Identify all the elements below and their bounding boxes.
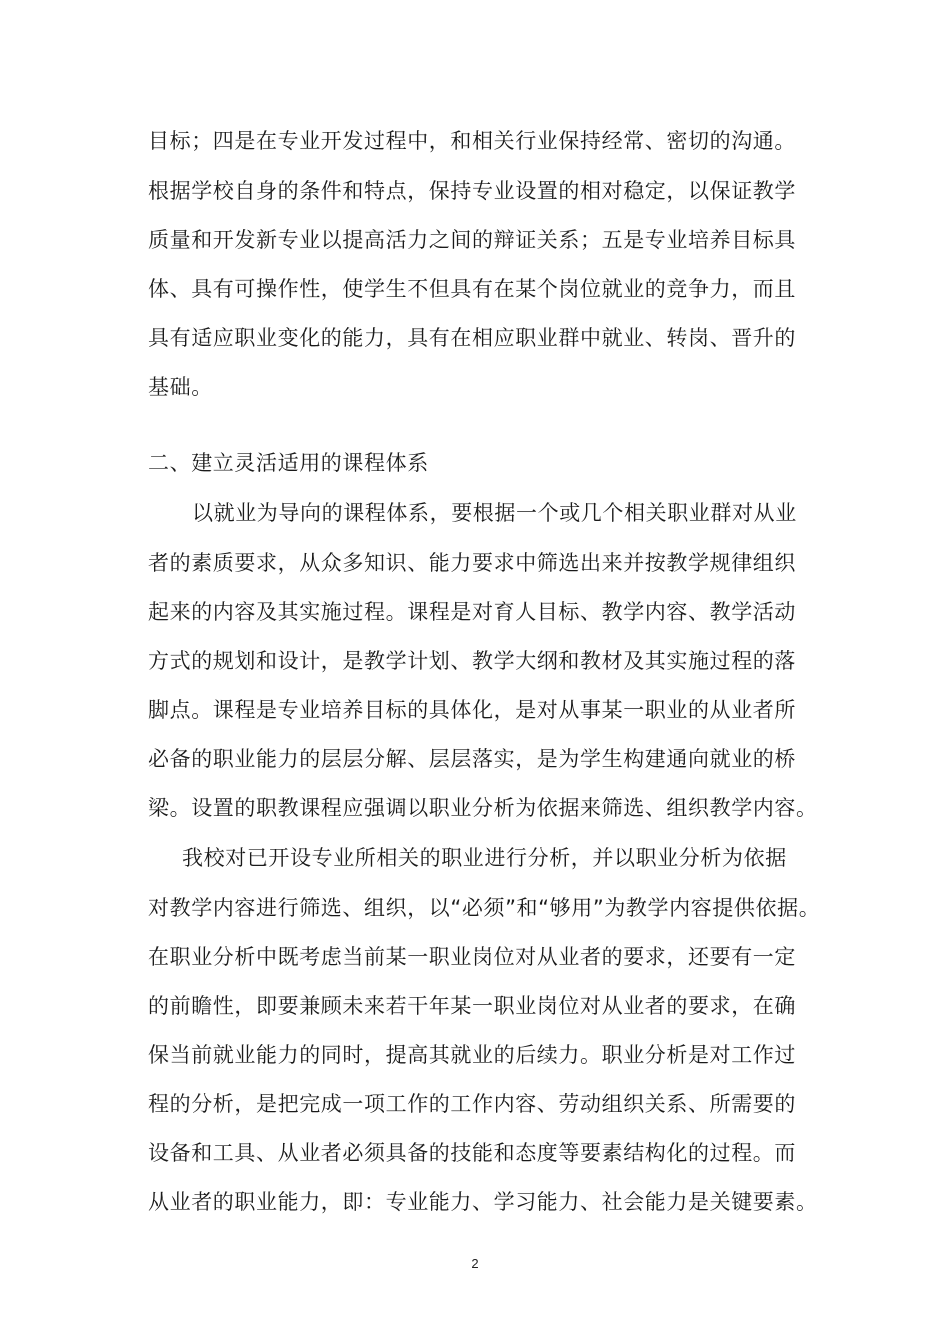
text-line: 基础。 [148,375,213,399]
text-line: 起来的内容及其实施过程。课程是对育人目标、教学内容、教学活动 [148,600,796,624]
text-line: 脚点。课程是专业培养目标的具体化，是对从事某一职业的从业者所 [148,698,796,722]
text-line: 梁。设置的职教课程应强调以职业分析为依据来筛选、组织教学内容。 [148,796,818,820]
text-line: 方式的规划和设计，是教学计划、教学大纲和教材及其实施过程的落 [148,649,796,673]
text-line: 必备的职业能力的层层分解、层层落实，是为学生构建通向就业的桥 [148,747,796,771]
text-line: 从业者的职业能力，即：专业能力、学习能力、社会能力是关键要素。 [148,1190,818,1214]
text-line: 我校对已开设专业所相关的职业进行分析，并以职业分析为依据 [182,846,787,870]
text-line: 在职业分析中既考虑当前某一职业岗位对从业者的要求，还要有一定 [148,945,796,969]
text-line: 对教学内容进行筛选、组织，以“必须”和“够用”为教学内容提供依据。 [148,896,821,920]
text-line: 根据学校自身的条件和特点，保持专业设置的相对稳定，以保证教学 [148,179,796,203]
text-line: 保当前就业能力的同时，提高其就业的后续力。职业分析是对工作过 [148,1043,796,1067]
text-line: 以就业为导向的课程体系，要根据一个或几个相关职业群对从业 [192,501,797,525]
text-line: 者的素质要求，从众多知识、能力要求中筛选出来并按教学规律组织 [148,551,796,575]
text-line: 程的分析，是把完成一项工作的工作内容、劳动组织关系、所需要的 [148,1092,796,1116]
section-heading: 二、建立灵活适用的课程体系 [148,451,429,475]
text-line: 设备和工具、从业者必须具备的技能和态度等要素结构化的过程。而 [148,1141,796,1165]
text-line: 的前瞻性，即要兼顾未来若干年某一职业岗位对从业者的要求，在确 [148,994,796,1018]
text-line: 目标；四是在专业开发过程中，和相关行业保持经常、密切的沟通。 [148,129,796,153]
text-line: 体、具有可操作性，使学生不但具有在某个岗位就业的竞争力，而且 [148,277,796,301]
page-number: 2 [471,1256,479,1271]
text-line: 具有适应职业变化的能力，具有在相应职业群中就业、转岗、晋升的 [148,326,796,350]
text-line: 质量和开发新专业以提高活力之间的辩证关系；五是专业培养目标具 [148,228,796,252]
